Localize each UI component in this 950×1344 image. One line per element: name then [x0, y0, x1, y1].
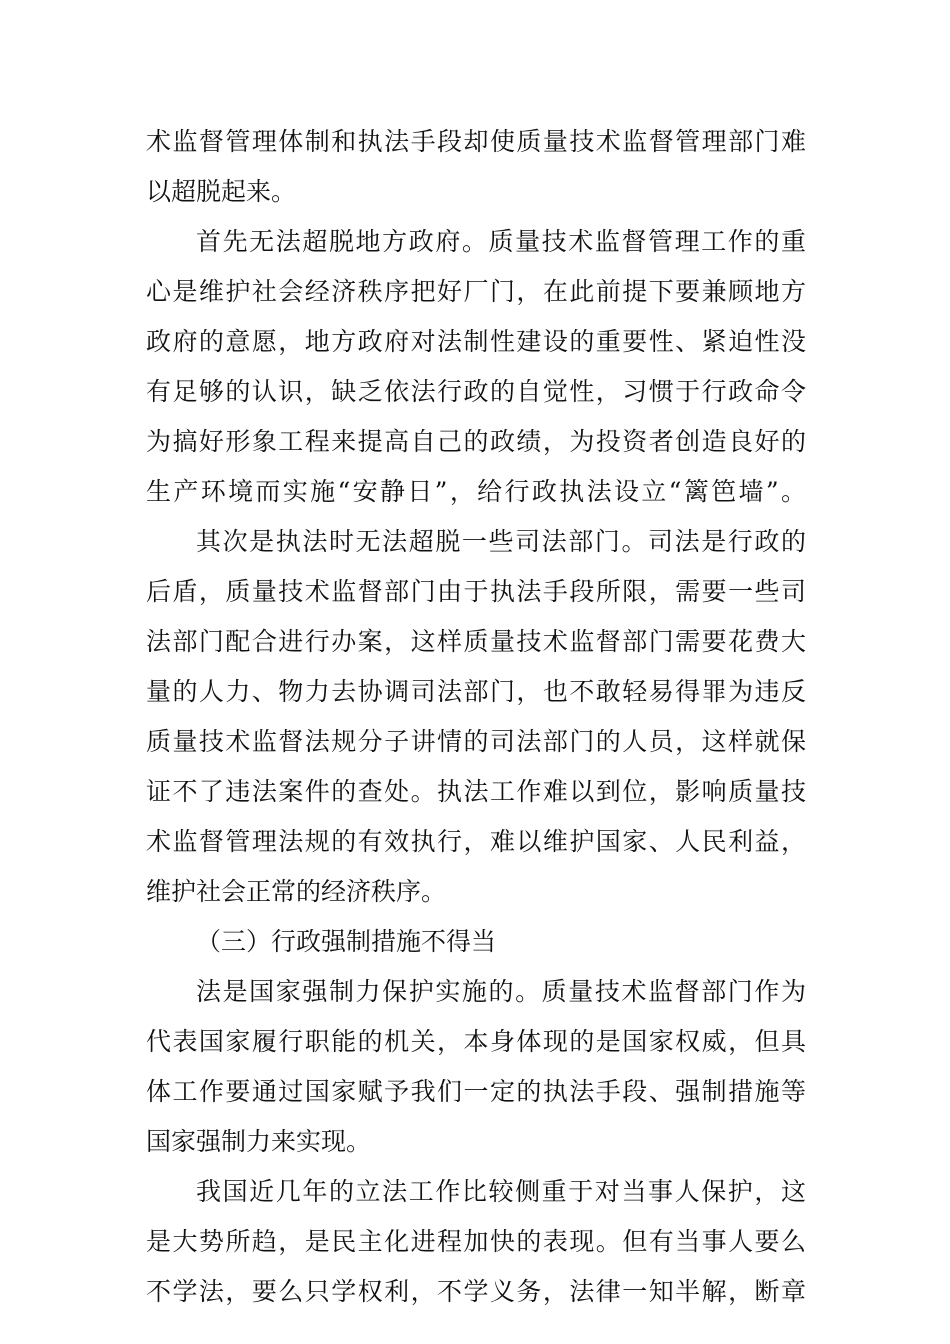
text-line: 生产环境而实施“安静日”，给行政执法设立“篱笆墙”。: [146, 477, 806, 506]
text-line: 法部门配合进行办案，这样质量技术监督部门需要花费大: [146, 627, 806, 656]
text-line: 国家强制力来实现。: [146, 1127, 372, 1156]
text-line: 质量技术监督法规分子讲情的司法部门的人员，这样就保: [146, 727, 806, 756]
text-line: 证不了违法案件的查处。执法工作难以到位，影响质量技: [146, 777, 806, 806]
text-line: 为搞好形象工程来提高自己的政绩，为投资者创造良好的: [146, 427, 806, 456]
text-line: 术监督管理体制和执法手段却使质量技术监督管理部门难: [146, 127, 806, 156]
text-line: 维护社会正常的经济秩序。: [146, 877, 447, 906]
text-line: 量的人力、物力去协调司法部门，也不敢轻易得罪为违反: [146, 677, 806, 706]
text-line: 有足够的认识，缺乏依法行政的自觉性，习惯于行政命令: [146, 377, 806, 406]
paragraph-first-line: 法是国家强制力保护实施的。质量技术监督部门作为: [196, 977, 806, 1006]
text-line: 不学法，要么只学权利，不学义务，法律一知半解，断章: [146, 1277, 806, 1306]
text-line: 后盾，质量技术监督部门由于执法手段所限，需要一些司: [146, 577, 806, 606]
section-heading: （三）行政强制措施不得当: [196, 927, 497, 956]
paragraph-first-line: 其次是执法时无法超脱一些司法部门。司法是行政的: [196, 527, 806, 556]
paragraph-first-line: 首先无法超脱地方政府。质量技术监督管理工作的重: [196, 227, 806, 256]
text-line: 心是维护社会经济秩序把好厂门，在此前提下要兼顾地方: [146, 277, 806, 306]
text-line: 术监督管理法规的有效执行，难以维护国家、人民利益，: [146, 827, 806, 856]
text-line: 是大势所趋，是民主化进程加快的表现。但有当事人要么: [146, 1227, 806, 1256]
text-line: 以超脱起来。: [146, 177, 297, 206]
paragraph-first-line: 我国近几年的立法工作比较侧重于对当事人保护，这: [196, 1177, 806, 1206]
text-line: 体工作要通过国家赋予我们一定的执法手段、强制措施等: [146, 1077, 806, 1106]
text-line: 政府的意愿，地方政府对法制性建设的重要性、紧迫性没: [146, 327, 806, 356]
text-line: 代表国家履行职能的机关，本身体现的是国家权威，但具: [146, 1027, 806, 1056]
